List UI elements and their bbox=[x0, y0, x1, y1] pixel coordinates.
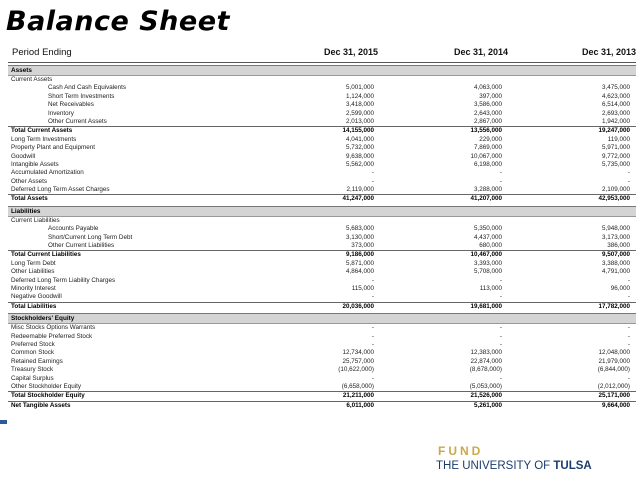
row-value: 6,198,000 bbox=[473, 160, 502, 168]
table-row bbox=[8, 217, 636, 225]
row-label: Net Receivables bbox=[48, 101, 94, 109]
row-value: 5,948,000 bbox=[601, 225, 630, 233]
column-header-2015: Dec 31, 2015 bbox=[323, 47, 378, 57]
row-value: - bbox=[371, 177, 374, 185]
row-value: 3,388,000 bbox=[601, 259, 630, 267]
row-value: 4,437,000 bbox=[473, 233, 502, 241]
row-value: 21,526,000 bbox=[470, 392, 502, 400]
row-value: 2,867,000 bbox=[473, 117, 502, 125]
row-value: - bbox=[499, 276, 502, 284]
row-value: - bbox=[627, 177, 630, 185]
table-row bbox=[8, 234, 636, 242]
row-value: 5,871,000 bbox=[345, 259, 374, 267]
balance-sheet-table bbox=[8, 44, 636, 410]
row-value: 14,155,000 bbox=[342, 127, 374, 135]
section-label: Liabilities bbox=[11, 207, 41, 215]
table-row bbox=[8, 401, 636, 410]
row-value: (2,012,000) bbox=[597, 382, 630, 390]
row-value: 2,013,000 bbox=[345, 117, 374, 125]
table-row bbox=[8, 293, 636, 301]
row-value: 1,124,000 bbox=[345, 92, 374, 100]
row-label: Misc Stocks Options Warrants bbox=[11, 324, 96, 332]
table-row bbox=[8, 101, 636, 109]
row-label: Redeemable Preferred Stock bbox=[11, 332, 93, 340]
table-row bbox=[8, 260, 636, 268]
row-label: Short/Current Long Term Debt bbox=[48, 233, 133, 241]
row-value: 3,393,000 bbox=[473, 259, 502, 267]
row-value: 12,048,000 bbox=[598, 349, 630, 357]
row-value: 3,288,000 bbox=[473, 186, 502, 194]
row-value: 119,000 bbox=[607, 135, 630, 143]
table-row bbox=[8, 126, 636, 135]
table-row bbox=[8, 366, 636, 374]
row-value: 5,350,000 bbox=[473, 225, 502, 233]
row-value: 10,467,000 bbox=[470, 251, 502, 259]
table-row bbox=[8, 194, 636, 203]
row-label: Intangible Assets bbox=[11, 160, 59, 168]
row-value: 19,681,000 bbox=[470, 302, 502, 310]
university-name bbox=[436, 460, 592, 472]
section-assets bbox=[8, 65, 636, 76]
row-value: - bbox=[499, 293, 502, 301]
row-label: Treasury Stock bbox=[11, 366, 54, 374]
liabilities-rows bbox=[8, 217, 636, 311]
table-row bbox=[8, 277, 636, 285]
row-label: Preferred Stock bbox=[11, 340, 55, 348]
section-equity bbox=[8, 313, 636, 324]
row-label: Total Assets bbox=[11, 195, 48, 203]
row-label: Capital Surplus bbox=[11, 374, 54, 382]
period-ending-label: Period Ending bbox=[12, 47, 72, 58]
row-label: Common Stock bbox=[11, 349, 55, 357]
row-value: 386,000 bbox=[607, 242, 630, 250]
row-value: 5,708,000 bbox=[473, 268, 502, 276]
row-value: 5,261,000 bbox=[473, 401, 502, 409]
row-label: Total Current Liabilities bbox=[11, 251, 81, 259]
row-value: 5,001,000 bbox=[345, 84, 374, 92]
row-label: Other Current Assets bbox=[48, 117, 107, 125]
row-value: 4,063,000 bbox=[473, 84, 502, 92]
row-value: 9,507,000 bbox=[601, 251, 630, 259]
row-value: 4,041,000 bbox=[345, 135, 374, 143]
column-header-2014: Dec 31, 2014 bbox=[453, 47, 508, 57]
row-value: 4,791,000 bbox=[601, 268, 630, 276]
row-value: 3,586,000 bbox=[473, 101, 502, 109]
table-row bbox=[8, 341, 636, 349]
table-row bbox=[8, 349, 636, 357]
row-value: 21,211,000 bbox=[342, 392, 374, 400]
row-value: 5,562,000 bbox=[345, 160, 374, 168]
row-value: 25,757,000 bbox=[342, 357, 374, 365]
row-value: 113,000 bbox=[479, 284, 502, 292]
table-row bbox=[8, 118, 636, 126]
row-value: - bbox=[371, 293, 374, 301]
row-label: Net Tangible Assets bbox=[11, 401, 71, 409]
row-label: Total Current Assets bbox=[11, 127, 73, 135]
section-liabilities bbox=[8, 206, 636, 217]
row-value: 3,475,000 bbox=[601, 84, 630, 92]
row-value: 2,109,000 bbox=[601, 186, 630, 194]
row-label: Other Stockholder Equity bbox=[11, 382, 82, 390]
row-value: 42,953,000 bbox=[598, 195, 630, 203]
row-value: 96,000 bbox=[610, 284, 630, 292]
row-label: Total Liabilities bbox=[11, 302, 57, 310]
row-label: Long Term Investments bbox=[11, 135, 77, 143]
table-row bbox=[8, 375, 636, 383]
row-value: 4,623,000 bbox=[601, 92, 630, 100]
row-value: 5,683,000 bbox=[345, 225, 374, 233]
row-value: - bbox=[499, 374, 502, 382]
table-row bbox=[8, 333, 636, 341]
row-value: 7,869,000 bbox=[473, 144, 502, 152]
university-prefix: THE UNIVERSITY OF bbox=[436, 460, 554, 472]
row-value: 3,130,000 bbox=[345, 233, 374, 241]
slide-title: Balance Sheet bbox=[6, 6, 230, 37]
row-value: 9,772,000 bbox=[601, 152, 630, 160]
row-value: 6,514,000 bbox=[601, 101, 630, 109]
row-value: - bbox=[499, 324, 502, 332]
table-row bbox=[8, 161, 636, 169]
row-value: 25,171,000 bbox=[598, 392, 630, 400]
assets-rows bbox=[8, 76, 636, 204]
row-label: Negative Goodwill bbox=[11, 293, 62, 301]
row-value: - bbox=[627, 332, 630, 340]
table-row bbox=[8, 144, 636, 152]
row-value: 373,000 bbox=[351, 242, 374, 250]
row-value: - bbox=[371, 169, 374, 177]
row-value: 10,067,000 bbox=[470, 152, 502, 160]
table-row bbox=[8, 84, 636, 92]
row-value: 9,638,000 bbox=[345, 152, 374, 160]
table-row bbox=[8, 178, 636, 186]
row-value: - bbox=[371, 324, 374, 332]
table-row bbox=[8, 136, 636, 144]
university-logo bbox=[428, 444, 638, 479]
row-label: Deferred Long Term Asset Charges bbox=[11, 186, 110, 194]
row-value: - bbox=[371, 332, 374, 340]
row-label: Accounts Payable bbox=[48, 225, 99, 233]
row-value: 9,664,000 bbox=[601, 401, 630, 409]
row-label: Deferred Long Term Liability Charges bbox=[11, 276, 116, 284]
row-value: - bbox=[371, 340, 374, 348]
row-value: 2,599,000 bbox=[345, 109, 374, 117]
row-value: 19,247,000 bbox=[598, 127, 630, 135]
table-row bbox=[8, 391, 636, 400]
row-label: Cash And Cash Equivalents bbox=[48, 84, 127, 92]
row-value: 2,643,000 bbox=[473, 109, 502, 117]
row-value: (5,053,000) bbox=[469, 382, 502, 390]
row-label: Goodwill bbox=[11, 152, 36, 160]
row-label: Accumulated Amortization bbox=[11, 169, 84, 177]
row-value: (10,622,000) bbox=[338, 366, 374, 374]
row-value: - bbox=[627, 340, 630, 348]
row-value: - bbox=[627, 324, 630, 332]
row-value: - bbox=[371, 374, 374, 382]
fund-text: FUND bbox=[438, 444, 484, 458]
row-value: - bbox=[627, 169, 630, 177]
table-row bbox=[8, 250, 636, 259]
row-value: 9,186,000 bbox=[345, 251, 374, 259]
row-label: Total Stockholder Equity bbox=[11, 392, 85, 400]
row-value: - bbox=[627, 374, 630, 382]
row-value: - bbox=[627, 293, 630, 301]
row-value: - bbox=[371, 276, 374, 284]
table-row bbox=[8, 76, 636, 84]
row-value: 5,735,000 bbox=[601, 160, 630, 168]
section-label: Assets bbox=[11, 67, 32, 74]
row-value: (8,678,000) bbox=[469, 366, 502, 374]
table-row bbox=[8, 169, 636, 177]
row-label: Minority Interest bbox=[11, 284, 56, 292]
row-value: - bbox=[499, 177, 502, 185]
table-row bbox=[8, 383, 636, 391]
row-label: Long Term Debt bbox=[11, 259, 56, 267]
row-label: Current Liabilities bbox=[11, 216, 60, 224]
table-row bbox=[8, 285, 636, 293]
row-label: Other Current Liabilities bbox=[48, 242, 115, 250]
row-value: 41,207,000 bbox=[470, 195, 502, 203]
row-value: 2,693,000 bbox=[601, 109, 630, 117]
row-value: - bbox=[627, 276, 630, 284]
row-value: 115,000 bbox=[351, 284, 374, 292]
row-label: Short Term Investments bbox=[48, 92, 115, 100]
table-row bbox=[8, 358, 636, 366]
column-header-2013: Dec 31, 2013 bbox=[581, 47, 636, 57]
table-row bbox=[8, 225, 636, 233]
row-value: 41,247,000 bbox=[342, 195, 374, 203]
row-value: 12,734,000 bbox=[342, 349, 374, 357]
table-header bbox=[8, 44, 636, 63]
table-row bbox=[8, 242, 636, 250]
row-value: 3,173,000 bbox=[601, 233, 630, 241]
row-value: 6,011,000 bbox=[346, 401, 374, 409]
row-value: 20,036,000 bbox=[342, 302, 374, 310]
row-value: 1,942,000 bbox=[601, 117, 630, 125]
row-label: Other Assets bbox=[11, 177, 48, 185]
university-tulsa: TULSA bbox=[553, 460, 592, 472]
row-value: 680,000 bbox=[479, 242, 502, 250]
table-row bbox=[8, 302, 636, 311]
row-label: Retained Earnings bbox=[11, 357, 63, 365]
table-row bbox=[8, 268, 636, 276]
left-accent-bar bbox=[0, 420, 7, 424]
row-value: 5,971,000 bbox=[601, 144, 630, 152]
row-value: (6,658,000) bbox=[341, 382, 374, 390]
row-value: 5,732,000 bbox=[345, 144, 374, 152]
row-value: - bbox=[499, 332, 502, 340]
row-label: Current Assets bbox=[11, 76, 53, 83]
row-value: 229,000 bbox=[479, 135, 502, 143]
equity-rows bbox=[8, 324, 636, 410]
row-value: - bbox=[499, 340, 502, 348]
row-value: 397,000 bbox=[479, 92, 502, 100]
row-value: 22,874,000 bbox=[470, 357, 502, 365]
row-value: 12,383,000 bbox=[470, 349, 502, 357]
table-row bbox=[8, 110, 636, 118]
row-label: Property Plant and Equipment bbox=[11, 144, 96, 152]
row-label: Other Liabilities bbox=[11, 268, 55, 276]
row-value: 3,418,000 bbox=[345, 101, 374, 109]
row-value: (6,844,000) bbox=[597, 366, 630, 374]
table-row bbox=[8, 153, 636, 161]
row-value: 13,556,000 bbox=[470, 127, 502, 135]
row-value: 2,119,000 bbox=[346, 186, 374, 194]
table-row bbox=[8, 186, 636, 194]
row-value: 4,864,000 bbox=[345, 268, 374, 276]
table-row bbox=[8, 324, 636, 332]
table-row bbox=[8, 93, 636, 101]
row-value: - bbox=[499, 169, 502, 177]
section-label: Stockholders' Equity bbox=[11, 315, 75, 323]
row-value: 17,782,000 bbox=[598, 302, 630, 310]
row-value: 21,979,000 bbox=[598, 357, 630, 365]
row-label: Inventory bbox=[48, 109, 74, 117]
